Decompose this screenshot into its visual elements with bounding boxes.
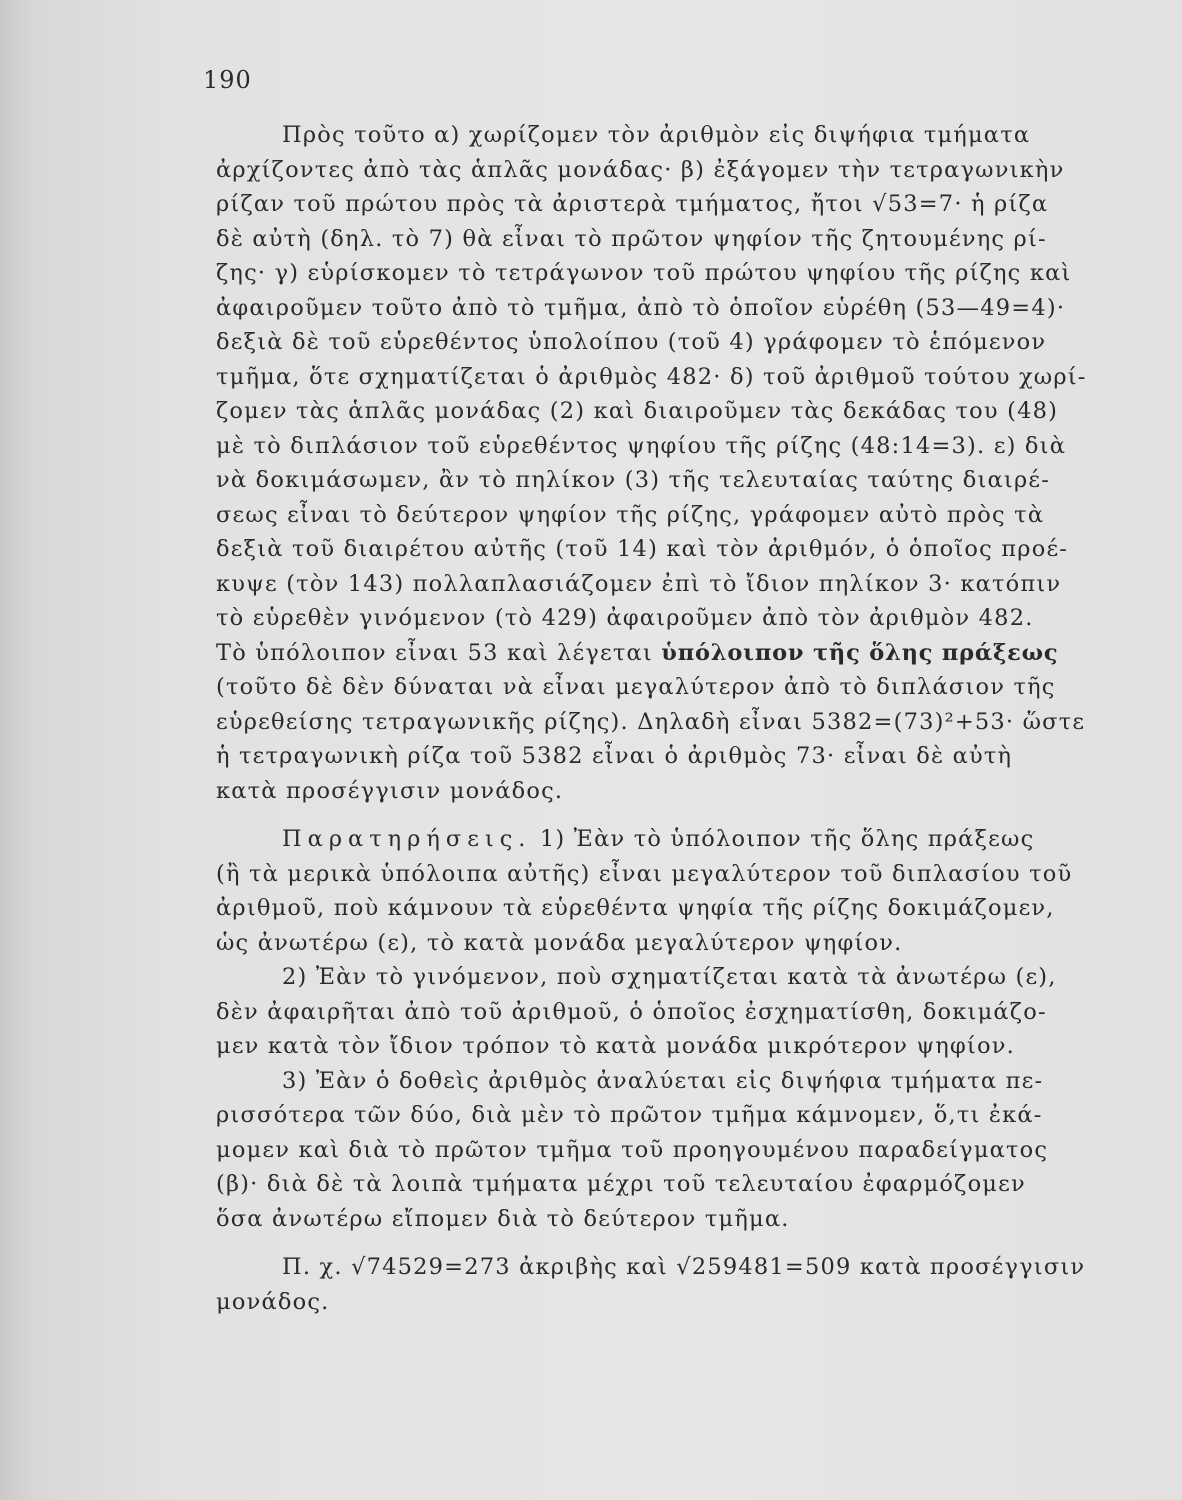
text-line: Π. χ. √74529=273 ἀκριβὴς καὶ √259481=509 κατὰ προσέγγισιν — [282, 1254, 1086, 1280]
text-line: (β)· διὰ δὲ τὰ λοιπὰ τμήματα μέχρι τοῦ τελευταίου ἐφαρμόζομεν — [216, 1171, 1026, 1197]
text-body — [216, 118, 1176, 1319]
text-line: μὲ τὸ διπλάσιον τοῦ εὑρεθέντος ψηφίου τῆς ρίζης (48:14=3). ε) διὰ — [216, 432, 1067, 459]
text-line: 2) Ἐὰν τὸ γινόμενον, ποὺ σχηματίζεται κατὰ τὰ ἀνωτέρω (ε), — [282, 964, 1057, 990]
text-line: δεξιὰ δὲ τοῦ εὑρεθέντος ὑπολοίπου (τοῦ 4) γράφομεν τὸ ἑπόμενον — [216, 329, 1047, 355]
text-line: (ἢ τὰ μερικὰ ὑπόλοιπα αὐτῆς) εἶναι μεγαλύτερον τοῦ διπλασίου τοῦ — [216, 860, 1073, 887]
text-line: σεως εἶναι τὸ δεύτερον ψηφίον τῆς ρίζης, γράφομεν αὐτὸ πρὸς τὰ — [216, 501, 1045, 528]
text-line: ὅσα ἀνωτέρω εἴπομεν διὰ τὸ δεύτερον τμῆμα. — [216, 1205, 790, 1232]
text-line: μεν κατὰ τὸν ἴδιον τρόπον τὸ κατὰ μονάδα μικρότερον ψηφίον. — [216, 1033, 1015, 1059]
text-line: δὲν ἀφαιρῆται ἀπὸ τοῦ ἀριθμοῦ, ὁ ὁποῖος ἐσχηματίσθη, δοκιμάζο- — [216, 998, 1047, 1025]
text-line: ζης· γ) εὑρίσκομεν τὸ τετράγωνον τοῦ πρώτου ψηφίου τῆς ρίζης καὶ — [216, 260, 1072, 286]
page-number: 190 — [203, 66, 252, 94]
text-line: (τοῦτο δὲ δὲν δύναται νὰ εἶναι μεγαλύτερον ἀπὸ τὸ διπλάσιον τῆς — [216, 674, 1056, 700]
text-line: ρισσότερα τῶν δύο, διὰ μὲν τὸ πρῶτον τμῆμα κάμνομεν, ὅ,τι ἐκά- — [216, 1102, 1043, 1128]
text-line: δὲ αὐτὴ (δηλ. τὸ 7) θὰ εἶναι τὸ πρῶτον ψηφίον τῆς ζητουμένης ρί- — [216, 225, 1047, 252]
text-line — [216, 636, 1176, 671]
text-line: Πρὸς τοῦτο α) χωρίζομεν τὸν ἀριθμὸν εἰς διψήφια τμήματα — [282, 122, 1031, 148]
text-line: μομεν καὶ διὰ τὸ πρῶτον τμῆμα τοῦ προηγουμένου παραδείγματος — [216, 1136, 1049, 1163]
remarks-heading: Παρατηρήσεις. — [282, 826, 532, 852]
text-line: μονάδος. — [216, 1288, 330, 1315]
text-line: ἀριθμοῦ, ποὺ κάμνουν τὰ εὑρεθέντα ψηφία τῆς ρίζης δοκιμάζομεν, — [216, 895, 1055, 921]
text-line: κατὰ προσέγγισιν μονάδος. — [216, 777, 564, 804]
bold-term: ὑπόλοιπον τῆς ὅλης πράξεως — [661, 639, 1059, 666]
text-span: Τὸ ὑπόλοιπον εἶναι 53 καὶ λέγεται — [216, 639, 653, 666]
text-line: ὡς ἀνωτέρω (ε), τὸ κατὰ μονάδα μεγαλύτερον ψηφίον. — [216, 929, 903, 956]
text-line — [216, 822, 1176, 857]
text-line: εὑρεθείσης τετραγωνικῆς ρίζης). Δηλαδὴ εἶναι 5382=(73)²+53· ὥστε — [216, 708, 1086, 735]
text-line: ἀφαιροῦμεν τοῦτο ἀπὸ τὸ τμῆμα, ἀπὸ τὸ ὁποῖον εὑρέθη (53—49=4)· — [216, 294, 1066, 321]
text-line: νὰ δοκιμάσωμεν, ἂν τὸ πηλίκον (3) τῆς τελευταίας ταύτης διαιρέ- — [216, 467, 1051, 493]
text-line: ἀρχίζοντες ἀπὸ τὰς ἁπλᾶς μονάδας· β) ἐξάγομεν τὴν τετραγωνικὴν — [216, 156, 1065, 183]
text-line: τμῆμα, ὅτε σχηματίζεται ὁ ἀριθμὸς 482· δ) τοῦ ἀριθμοῦ τούτου χωρί- — [216, 363, 1087, 390]
text-line: τὸ εὑρεθὲν γινόμενον (τὸ 429) ἀφαιροῦμεν ἀπὸ τὸν ἀριθμὸν 482. — [216, 605, 1034, 631]
text-line: δεξιὰ τοῦ διαιρέτου αὐτῆς (τοῦ 14) καὶ τὸν ἀριθμόν, ὁ ὁποῖος προέ- — [216, 536, 1069, 562]
text-span: 1) Ἐὰν τὸ ὑπόλοιπον τῆς ὅλης πράξεως — [539, 826, 1035, 852]
text-line: κυψε (τὸν 143) πολλαπλασιάζομεν ἐπὶ τὸ ἴδιον πηλίκον 3· κατόπιν — [216, 570, 1062, 597]
text-line: ζομεν τὰς ἁπλᾶς μονάδας (2) καὶ διαιροῦμεν τὰς δεκάδας του (48) — [216, 398, 1059, 424]
text-line: 3) Ἐὰν ὁ δοθεὶς ἀριθμὸς ἀναλύεται εἰς διψήφια τμήματα πε- — [282, 1067, 1044, 1094]
text-line: ρίζαν τοῦ πρώτου πρὸς τὰ ἀριστερὰ τμήματος, ἤτοι √53=7· ἡ ρίζα — [216, 191, 1049, 217]
text-line: ἡ τετραγωνικὴ ρίζα τοῦ 5382 εἶναι ὁ ἀριθμὸς 73· εἶναι δὲ αὐτὴ — [216, 743, 1013, 769]
